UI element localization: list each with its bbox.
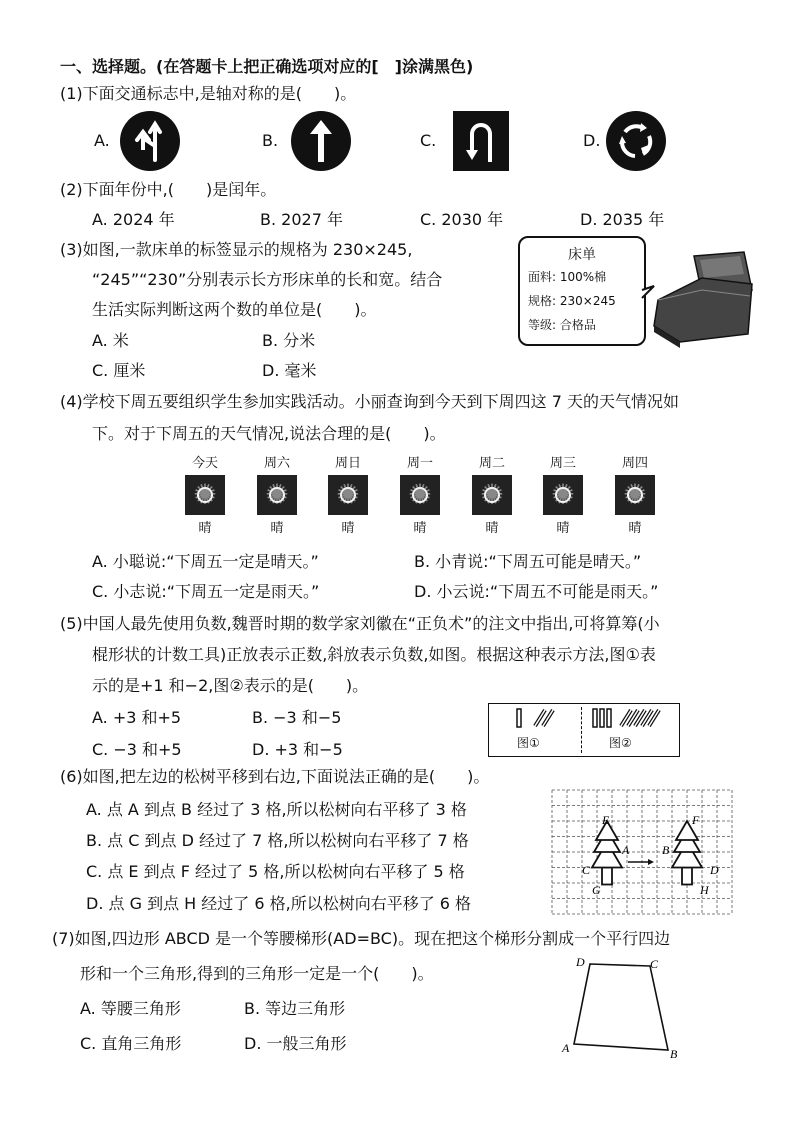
q3-option-d[interactable]: D. 毫米: [262, 361, 317, 380]
q1-option-d[interactable]: D.: [583, 131, 601, 150]
bed-illustration: [640, 250, 760, 350]
q2-option-b[interactable]: B. 2027 年: [260, 210, 343, 229]
q2-option-d[interactable]: D. 2035 年: [580, 210, 665, 229]
weather-forecast-row: [180, 452, 660, 536]
weather-label: 晴: [413, 521, 427, 536]
q2-stem: (2)下面年份中,( )是闰年。: [60, 180, 277, 199]
q7-line-2: 形和一个三角形,得到的三角形一定是一个( )。: [80, 964, 434, 983]
point-label: H: [700, 883, 709, 897]
bedsheet-label-row: 面料: 100%棉: [528, 270, 607, 284]
straight-ahead-sign-icon: [290, 110, 352, 172]
u-turn-sign-icon: [452, 110, 510, 172]
sun-icon: [257, 475, 297, 515]
q3-option-c[interactable]: C. 厘米: [92, 361, 146, 380]
point-label: D: [710, 863, 719, 877]
day-label: 周三: [549, 456, 576, 471]
point-label: A: [622, 843, 630, 857]
sun-icon: [400, 475, 440, 515]
q4-option-d[interactable]: D. 小云说:“下周五不可能是雨天。”: [414, 582, 659, 601]
q5-option-b[interactable]: B. −3 和−5: [252, 708, 342, 727]
q6-option-d[interactable]: D. 点 G 到点 H 经过了 6 格,所以松树向右平移了 6 格: [86, 894, 472, 913]
q3-line-3: 生活实际判断这两个数的单位是( )。: [92, 300, 377, 319]
q4-option-c[interactable]: C. 小志说:“下周五一定是雨天。”: [92, 582, 320, 601]
weather-day: [467, 452, 517, 536]
vertex-label: B: [670, 1047, 678, 1061]
sun-icon: [543, 475, 583, 515]
weather-day: [395, 452, 445, 536]
q4-option-b[interactable]: B. 小青说:“下周五可能是晴天。”: [414, 552, 642, 571]
q5-line-1: (5)中国人最先使用负数,魏晋时期的数学家刘徽在“正负术”的注文中指出,可将算筹(小: [60, 614, 660, 633]
day-label: 周四: [621, 456, 648, 471]
q7-line-1: (7)如图,四边形 ABCD 是一个等腰梯形(AD=BC)。现在把这个梯形分割成一个平行四边: [52, 929, 671, 948]
q6-stem: (6)如图,把左边的松树平移到右边,下面说法正确的是( )。: [60, 767, 490, 786]
q3-line-2: “245”“230”分别表示长方形床单的长和宽。结合: [92, 270, 443, 289]
sun-icon: [328, 475, 368, 515]
q4-option-a[interactable]: A. 小聪说:“下周五一定是晴天。”: [92, 552, 319, 571]
weather-label: 晴: [628, 521, 642, 536]
day-label: 周一: [406, 456, 433, 471]
q7-option-b[interactable]: B. 等边三角形: [244, 999, 346, 1018]
day-label: 周二: [478, 456, 505, 471]
point-label: E: [602, 813, 610, 827]
weather-label: 晴: [270, 521, 284, 536]
weather-day: [610, 452, 660, 536]
vertex-label: D: [576, 955, 585, 969]
sun-icon: [472, 475, 512, 515]
q1-stem: (1)下面交通标志中,是轴对称的是( )。: [60, 84, 357, 103]
section-title: 一、选择题。(在答题卡上把正确选项对应的[ ]涂满黑色): [60, 57, 474, 76]
q3-line-1: (3)如图,一款床单的标签显示的规格为 230×245,: [60, 240, 413, 259]
q1-option-b[interactable]: B.: [262, 131, 279, 150]
bedsheet-label-row: 规格: 230×245: [528, 294, 616, 308]
q3-option-a[interactable]: A. 米: [92, 331, 129, 350]
q5-line-2: 棍形状的计数工具)正放表示正数,斜放表示负数,如图。根据这种表示方法,图①表: [92, 645, 656, 664]
weather-day: [252, 452, 302, 536]
figure-2-label: 图②: [609, 736, 632, 750]
q5-option-d[interactable]: D. +3 和−5: [252, 740, 343, 759]
trapezoid-abcd-figure: [558, 952, 688, 1062]
figure-1-label: 图①: [517, 736, 540, 750]
q6-option-c[interactable]: C. 点 E 到点 F 经过了 5 格,所以松树向右平移了 5 格: [86, 862, 465, 881]
weather-day: [538, 452, 588, 536]
q5-option-a[interactable]: A. +3 和+5: [92, 708, 182, 727]
q7-option-c[interactable]: C. 直角三角形: [80, 1034, 182, 1053]
weather-day: [323, 452, 373, 536]
q5-line-3: 示的是+1 和−2,图②表示的是( )。: [92, 676, 369, 695]
bedsheet-label-row: 等级: 合格品: [528, 318, 596, 332]
point-label: F: [692, 813, 700, 827]
bedsheet-label-title: 床单: [568, 247, 596, 263]
day-label: 周日: [334, 456, 361, 471]
q7-option-a[interactable]: A. 等腰三角形: [80, 999, 181, 1018]
weather-label: 晴: [341, 521, 355, 536]
sun-icon: [185, 475, 225, 515]
roundabout-sign-icon: [605, 110, 667, 172]
point-label: B: [662, 843, 670, 857]
counting-rods-figure: [488, 703, 680, 757]
bedsheet-label-card: [518, 236, 646, 346]
vertex-label: A: [562, 1041, 570, 1055]
q1-option-c[interactable]: C.: [420, 131, 437, 150]
weather-label: 晴: [556, 521, 570, 536]
q7-option-d[interactable]: D. 一般三角形: [244, 1034, 347, 1053]
q4-line-1: (4)学校下周五要组织学生参加实践活动。小丽查询到今天到下周四这 7 天的天气情况如: [60, 392, 680, 411]
q6-option-b[interactable]: B. 点 C 到点 D 经过了 7 格,所以松树向右平移了 7 格: [86, 831, 469, 850]
point-label: G: [592, 883, 601, 897]
pine-tree-grid-figure: [552, 790, 742, 916]
q4-line-2: 下。对于下周五的天气情况,说法合理的是( )。: [92, 424, 446, 443]
q2-option-c[interactable]: C. 2030 年: [420, 210, 504, 229]
day-label: 周六: [263, 456, 290, 471]
vertex-label: C: [650, 957, 659, 971]
weather-day: [180, 452, 230, 536]
q2-option-a[interactable]: A. 2024 年: [92, 210, 175, 229]
q1-option-a[interactable]: A.: [94, 131, 110, 150]
right-pine-tree: [672, 821, 702, 885]
sun-icon: [615, 475, 655, 515]
q6-option-a[interactable]: A. 点 A 到点 B 经过了 3 格,所以松树向右平移了 3 格: [86, 800, 467, 819]
turn-left-or-straight-sign-icon: [119, 110, 181, 172]
weather-label: 晴: [198, 521, 212, 536]
weather-label: 晴: [485, 521, 499, 536]
q3-option-b[interactable]: B. 分米: [262, 331, 316, 350]
point-label: C: [582, 863, 591, 877]
q5-option-c[interactable]: C. −3 和+5: [92, 740, 182, 759]
left-pine-tree: [592, 821, 622, 885]
day-label: 今天: [191, 456, 218, 471]
